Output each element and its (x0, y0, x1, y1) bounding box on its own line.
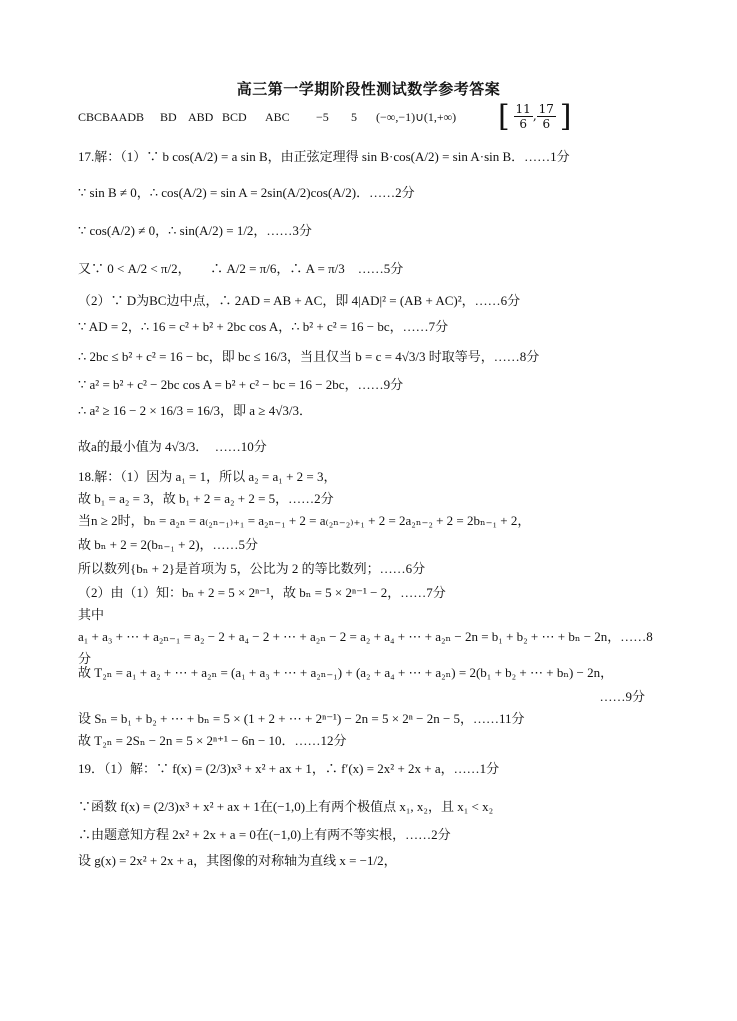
solution-line: 17.解：（1）∵ b cos(A/2) = a sin B，由正弦定理得 sin B·cos(A/2) = sin A·sin B．……1分 (78, 149, 570, 164)
solution-line: 故 b₁ = a₂ = 3，故 b₁ + 2 = a₂ + 2 = 5，……2分 (78, 491, 334, 506)
solution-line: 故 bₙ + 2 = 2(bₙ₋₁ + 2)，……5分 (78, 537, 259, 552)
solution-line: 18.解：（1）因为 a₁ = 1，所以 a₂ = a₁ + 2 = 3， (78, 469, 337, 484)
solution-line: （2）由（1）知：bₙ + 2 = 5 × 2ⁿ⁻¹，故 bₙ = 5 × 2ⁿ⁻¹ − 2，……7分 (78, 585, 446, 600)
answer-14: 5 (351, 110, 357, 124)
solution-line: 设 Sₙ = b₁ + b₂ + ⋯ + bₙ = 5 × (1 + 2 + ⋯ + 2ⁿ⁻¹) − 2n = 5 × 2ⁿ − 2n − 5，……11分 (78, 711, 525, 726)
solution-line: ∴由题意知方程 2x² + 2x + a = 0在(−1,0)上有两不等实根，……2分 (78, 827, 451, 842)
solution-line: ∵ sin B ≠ 0，∴ cos(A/2) = sin A = 2sin(A/2)cos(A/2)．……2分 (78, 185, 415, 200)
fraction-upper: $\frac{17}{6}$ (538, 102, 554, 131)
answer-15: (−∞,−1)∪(1,+∞) (376, 110, 457, 124)
solution-line: ∵函数 f(x) = (2/3)x³ + x² + ax + 1在(−1,0)上有两个极值点 x₁, x₂，且 x₁ < x₂ (78, 799, 494, 814)
solution-line: ∴ a² ≥ 16 − 2 × 16/3 = 16/3，即 a ≥ 4√3/3． (78, 403, 312, 418)
fraction-lower: $\frac{11}{6}$ (515, 102, 531, 131)
answer-12: ABC (265, 110, 290, 124)
solution-line: 分 (78, 651, 92, 666)
solution-line: 又∵ 0 < A/2 < π/2， ∴ A/2 = π/6，∴ A = π/3 ……5分 (78, 261, 404, 276)
solution-line: 当n ≥ 2时，bₙ = a₂ₙ = a₍₂ₙ₋₁₎₊₁ = a₂ₙ₋₁ + 2 = a₍₂ₙ₋₂₎₊₁ + 2 = 2a₂ₙ₋₂ + 2 = 2bₙ₋₁ + 2， (78, 513, 531, 528)
answer-13: −5 (316, 110, 329, 124)
solution-line: 故 T₂ₙ = a₁ + a₂ + ⋯ + a₂ₙ = (a₁ + a₃ + ⋯ + a₂ₙ₋₁) + (a₂ + a₄ + ⋯ + a₂ₙ) = 2(b₁ + b₂ + ⋯ + bₙ) − 2n， (78, 665, 614, 680)
solution-line: 所以数列{bₙ + 2}是首项为 5，公比为 2 的等比数列；……6分 (78, 561, 426, 576)
solution-line: a₁ + a₃ + ⋯ + a₂ₙ₋₁ = a₂ − 2 + a₄ − 2 + ⋯ + a₂ₙ − 2 = a₂ + a₄ + ⋯ + a₂ₙ − 2n = b₁ + b₂ + ⋯ + bₙ − 2n，……8 (78, 629, 653, 644)
solution-line: （2）∵ D为BC边中点，∴ 2AD = AB + AC，即 4|AD|² = (AB + AC)²，……6分 (78, 293, 521, 308)
solution-line: 19．（1）解：∵ f(x) = (2/3)x³ + x² + ax + 1，∴ f′(x) = 2x² + 2x + a，……1分 (78, 761, 500, 776)
solution-line: ∵ AD = 2，∴ 16 = c² + b² + 2bc cos A，∴ b² + c² = 16 − bc，……7分 (78, 319, 449, 334)
solution-line: ∵ cos(A/2) ≠ 0，∴ sin(A/2) = 1/2，……3分 (78, 223, 312, 238)
answer-9: BD (160, 110, 177, 124)
document-title: 高三第一学期阶段性测试数学参考答案 (236, 80, 501, 98)
solution-line: 故a的最小值为 4√3/3． ……10分 (78, 439, 267, 454)
solution-line: ∵ a² = b² + c² − 2bc cos A = b² + c² − bc = 16 − 2bc，……9分 (78, 377, 404, 392)
answer-10: ABD (188, 110, 214, 124)
solution-line: ……9分 (599, 689, 645, 704)
solution-line: 故 T₂ₙ = 2Sₙ − 2n = 5 × 2ⁿ⁺¹ − 6n − 10．……12分 (78, 733, 347, 748)
answer-11: BCD (222, 110, 247, 124)
answer-1-8: CBCBAADB (78, 110, 145, 124)
answer-16-interval: [ $\frac{11}{6}$ , $\frac{17}{6}$ ] (498, 99, 572, 134)
solution-line: ∴ 2bc ≤ b² + c² = 16 − bc，即 bc ≤ 16/3，当且仅当 b = c = 4√3/3 时取等号，……8分 (78, 349, 540, 364)
solution-line: 其中 (78, 607, 105, 622)
solution-line: 设 g(x) = 2x² + 2x + a，其图像的对称轴为直线 x = −1/2， (78, 853, 397, 868)
